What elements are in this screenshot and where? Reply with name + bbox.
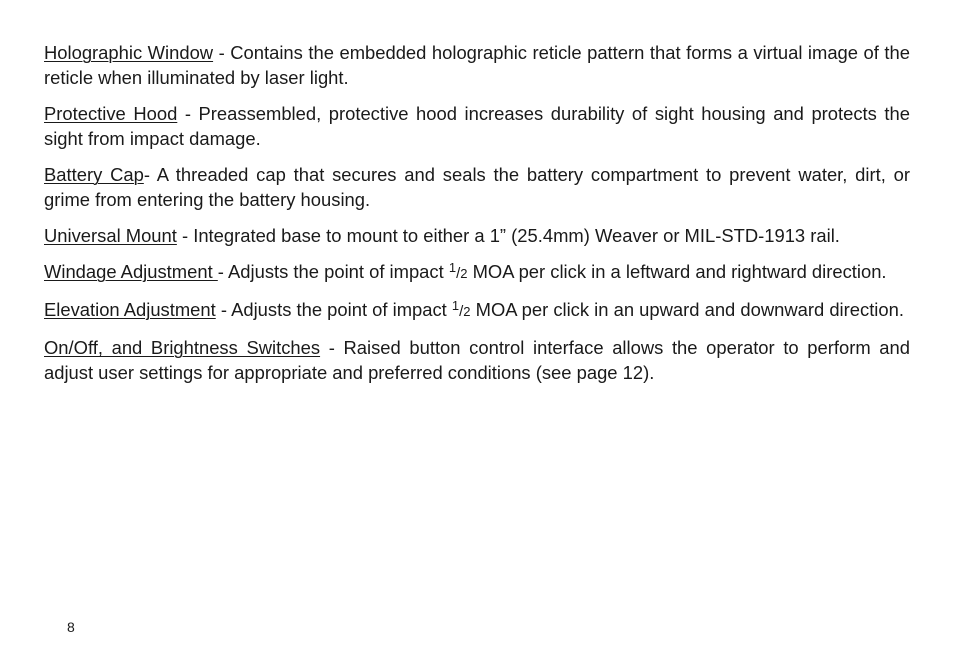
entry-protective-hood: [44, 101, 910, 151]
term-protective-hood: Protective Hood: [44, 103, 178, 124]
term-windage-adjustment: Windage Adjustment: [44, 261, 218, 282]
term-universal-mount: Universal Mount: [44, 225, 177, 246]
description-battery-cap: - A threaded cap that secures and seals the battery compartment to prevent water, dirt, or grime from entering the battery housing.: [44, 164, 910, 210]
term-elevation-adjustment: Elevation Adjustment: [44, 299, 216, 320]
entry-elevation-adjustment: [44, 297, 910, 324]
description-windage-end: MOA per click in a leftward and rightward direction.: [467, 261, 887, 282]
entry-universal-mount: [44, 223, 910, 248]
description-switches: - Raised button control interface allows the operator to perform and adjust user settings for appropriate and preferred conditions (see page 12).: [44, 337, 910, 383]
fraction-numerator: 1: [451, 298, 460, 313]
description-universal-mount: - Integrated base to mount to either a 1” (25.4mm) Weaver or MIL-STD-1913 rail.: [176, 225, 840, 246]
fraction-slash: /: [459, 303, 464, 320]
term-holographic-window: Holographic Window: [44, 42, 214, 63]
fraction-denominator: 2: [460, 266, 468, 281]
fraction-numerator: 1: [448, 260, 457, 275]
entry-battery-cap: [44, 162, 910, 212]
document-body: [44, 40, 910, 396]
entry-holographic-window: [44, 40, 910, 90]
description-elevation-end: MOA per click in an upward and downward direction.: [470, 299, 904, 320]
description-windage-start: - Adjusts the point of impact: [217, 261, 449, 282]
term-battery-cap: Battery Cap: [44, 164, 144, 185]
description-protective-hood: - Preassembled, protective hood increases durability of sight housing and protects the sight from impact damage.: [44, 103, 910, 149]
description-holographic-window: - Contains the embedded holographic reticle pattern that forms a virtual image of the reticle when illuminated by laser light.: [44, 42, 910, 88]
fraction-slash: /: [456, 265, 461, 282]
entry-switches: [44, 335, 910, 385]
fraction-denominator: 2: [463, 304, 471, 319]
page-number: 8: [67, 619, 75, 635]
term-switches: On/Off, and Brightness Switches: [44, 337, 321, 358]
description-elevation-start: - Adjusts the point of impact: [215, 299, 452, 320]
entry-windage-adjustment: [44, 259, 910, 286]
